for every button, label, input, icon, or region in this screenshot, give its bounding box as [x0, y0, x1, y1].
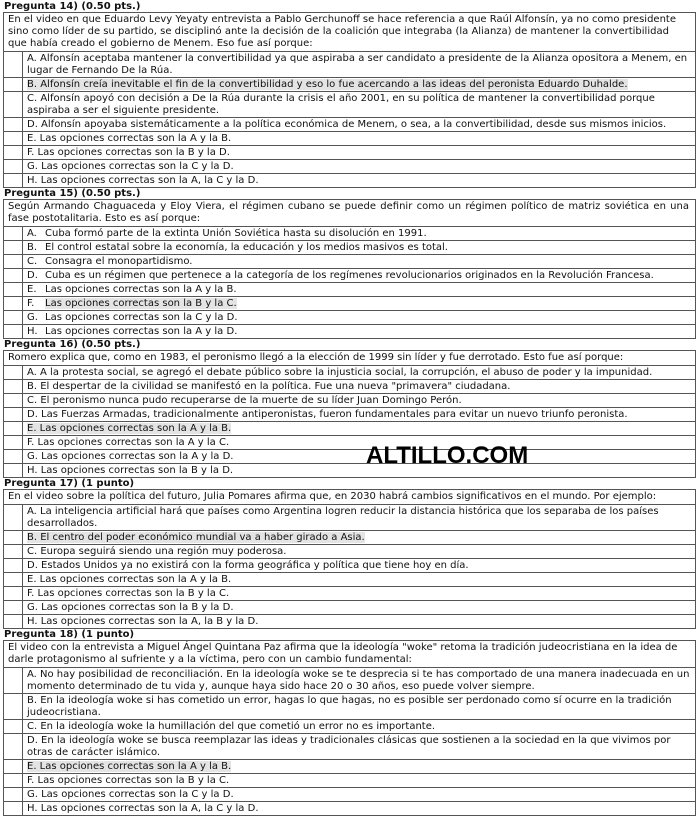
option-row[interactable] [4, 160, 695, 174]
option-letter: D. [27, 270, 38, 281]
option-text: G. Las opciones correctas son la A y la D. [27, 451, 234, 462]
option-text-selected: B. Alfonsín creía inevitable el fin de la convertibilidad y eso lo fue acercando a las ideas del peronista Eduardo Duhalde. [27, 79, 628, 90]
option-row[interactable] [4, 311, 695, 325]
option-row[interactable] [4, 505, 695, 531]
option-text-selected: B. El centro del poder económico mundial va a haber girado a Asia. [27, 532, 365, 543]
option-text: G. Las opciones correctas son la B y la D. [27, 602, 234, 613]
option-row[interactable] [4, 774, 695, 788]
option-row[interactable] [4, 615, 695, 628]
watermark-text: ALTILLO.COM [366, 442, 529, 469]
option-row[interactable] [4, 694, 695, 720]
question-header: Pregunta 15) (0.50 pts.) [4, 188, 141, 199]
option-text: A. No hay posibilidad de reconciliación. En la ideología woke se te desprecia si te has comportado de una manera inadecuada en un momento determinado de tu vida y, aunque haya sido hace 20 o 30 años, eso puede volver siempre. [27, 669, 690, 692]
question-header: Pregunta 17) (1 punto) [4, 478, 135, 489]
option-text: F. Las opciones correctas son la B y la C. [27, 588, 230, 599]
option-row[interactable] [4, 422, 695, 436]
option-text: B. El despertar de la civilidad se manifestó en la política. Fue una nueva "primavera" ciudadana. [27, 381, 511, 392]
question-box [3, 489, 696, 629]
option-row[interactable] [4, 802, 695, 815]
question-text: Según Armando Chaguaceda y Eloy Viera, el régimen cubano se puede definir como un régimen político de matriz soviética en una fase postotalitaria. Esto es así porque: [4, 200, 695, 227]
option-row[interactable] [4, 92, 695, 118]
option-text: E. Las opciones correctas son la A y la B. [27, 133, 232, 144]
option-letter: C. [27, 256, 38, 267]
option-text: Las opciones correctas son la C y la D. [45, 312, 238, 323]
question-18 [3, 629, 696, 816]
option-text: H. Las opciones correctas son la B y la D. [27, 465, 234, 476]
option-text: H. Las opciones correctas son la A, la C y la D. [27, 175, 259, 186]
option-row[interactable] [4, 545, 695, 559]
option-row[interactable] [4, 78, 695, 92]
question-text: En el video sobre la política del futuro, Julia Pomares afirma que, en 2030 habrá cambios significativos en el mundo. Por ejemplo: [4, 490, 695, 505]
question-box [3, 640, 696, 816]
option-text-selected: E. Las opciones correctas son la A y la B. [27, 761, 232, 772]
option-text: F. Las opciones correctas son la A y la C. [27, 437, 230, 448]
option-text: Las opciones correctas son la A y la B. [45, 284, 237, 295]
option-text: G. Las opciones correctas son la C y la D. [27, 789, 234, 800]
question-15 [3, 188, 696, 339]
question-box [3, 350, 696, 478]
option-text: C. El peronismo nunca pudo recuperarse de la muerte de su líder Juan Domingo Perón. [27, 395, 462, 406]
question-text: Romero explica que, como en 1983, el peronismo llegó a la elección de 1999 sin líder y fue derrotado. Esto fue así porque: [4, 351, 695, 366]
option-row[interactable] [4, 241, 695, 255]
option-row[interactable] [4, 118, 695, 132]
question-box [3, 12, 696, 188]
exam-document [3, 1, 696, 816]
option-row[interactable] [4, 408, 695, 422]
option-row[interactable] [4, 52, 695, 78]
option-text: E. Las opciones correctas son la A y la B. [27, 574, 232, 585]
option-row[interactable] [4, 573, 695, 587]
option-text: Cuba es un régimen que pertenece a la categoría de los regímenes revolucionarios originados en la Revolución Francesa. [45, 270, 654, 281]
option-row[interactable] [4, 325, 695, 338]
option-row[interactable] [4, 587, 695, 601]
option-letter: B. [27, 242, 38, 253]
option-row[interactable] [4, 464, 695, 477]
option-text: Las opciones correctas son la A y la D. [45, 326, 238, 337]
question-16 [3, 339, 696, 478]
option-text: C. Europa seguirá siendo una región muy poderosa. [27, 546, 287, 557]
option-letter: G. [27, 312, 38, 323]
option-text: D. Estados Unidos ya no existirá con la forma geográfica y política que tiene hoy en día. [27, 560, 469, 571]
option-text: G. Las opciones correctas son la C y la D. [27, 161, 234, 172]
option-row[interactable] [4, 436, 695, 450]
option-letter: A. [27, 228, 37, 239]
option-text: D. Alfonsín apoyaba sistemáticamente a la política económica de Menem, o sea, a la convertibilidad, desde sus mismos inicios. [27, 119, 667, 130]
option-text: A. La inteligencia artificial hará que países como Argentina logren reducir la distancia histórica que los separaba de los países desarrollados. [27, 506, 659, 529]
option-text: Consagra el monopartidismo. [45, 256, 193, 267]
option-text: C. Alfonsín apoyó con decisión a De la Rúa durante la crisis el año 2001, en su política de mantener la convertibilidad porque aspiraba a ser el siguiente presidente. [27, 93, 655, 116]
option-row[interactable] [4, 734, 695, 760]
option-row[interactable] [4, 283, 695, 297]
option-text: F. Las opciones correctas son la B y la C. [27, 775, 230, 786]
option-text: D. Las Fuerzas Armadas, tradicionalmente antiperonistas, fueron fundamentales para evitar un nuevo triunfo peronista. [27, 409, 628, 420]
option-row[interactable] [4, 297, 695, 311]
option-row[interactable] [4, 269, 695, 283]
question-text: El video con la entrevista a Miguel Ángel Quintana Paz afirma que la ideología "woke" retoma la tradición judeocristiana en la idea de darle protagonismo al sufriente y a la víctima, pero con un cambio fundamental: [4, 641, 695, 668]
option-text: C. En la ideología woke la humillación del que cometió un error no es importante. [27, 721, 436, 732]
option-text-selected: Las opciones correctas son la B y la C. [45, 298, 237, 309]
option-text: A. A la protesta social, se agregó el debate público sobre la injusticia social, la corrupción, el abuso de poder y la impunidad. [27, 367, 653, 378]
question-text: En el video en que Eduardo Levy Yeyaty entrevista a Pablo Gerchunoff se hace referencia a que Raúl Alfonsín, ya no como presidente sino como líder de su partido, se disciplinó ante la decisión de la coalición que integraba (la Alianza) de mantener la convertibilidad que había creado el gobierno de Menem. Eso fue así porque: [4, 13, 695, 52]
option-row[interactable] [4, 132, 695, 146]
option-row[interactable] [4, 601, 695, 615]
option-text: El control estatal sobre la economía, la educación y los medios masivos es total. [45, 242, 448, 253]
question-header: Pregunta 18) (1 punto) [4, 629, 135, 640]
question-header: Pregunta 14) (0.50 pts.) [4, 1, 141, 12]
option-row[interactable] [4, 788, 695, 802]
question-header: Pregunta 16) (0.50 pts.) [4, 339, 141, 350]
option-row[interactable] [4, 668, 695, 694]
option-text: F. Las opciones correctas son la B y la D. [27, 147, 230, 158]
option-text: Cuba formó parte de la extinta Unión Soviética hasta su disolución en 1991. [45, 228, 427, 239]
option-letter: H. [27, 326, 38, 337]
option-row[interactable] [4, 394, 695, 408]
question-box [3, 199, 696, 339]
option-text: H. Las opciones correctas son la A, la B y la D. [27, 616, 259, 627]
option-row[interactable] [4, 174, 695, 187]
option-text-selected: E. Las opciones correctas son la A y la B. [27, 423, 232, 434]
option-row[interactable] [4, 366, 695, 380]
option-row[interactable] [4, 146, 695, 160]
option-text: A. Alfonsín aceptaba mantener la convertibilidad ya que aspiraba a ser candidato a presidente de la Alianza opositora a Menem, en lugar de Fernando De la Rúa. [27, 53, 688, 76]
question-17 [3, 478, 696, 629]
question-14 [3, 1, 696, 188]
option-text: H. Las opciones correctas son la A, la C y la D. [27, 803, 259, 814]
option-row[interactable] [4, 227, 695, 241]
option-row[interactable] [4, 380, 695, 394]
option-text: B. En la ideología woke si has cometido un error, hagas lo que hagas, no es posible ser perdonado como sí ocurre en la tradición judeocristiana. [27, 695, 672, 718]
option-letter: E. [27, 284, 37, 295]
option-row[interactable] [4, 720, 695, 734]
option-row[interactable] [4, 760, 695, 774]
option-row[interactable] [4, 559, 695, 573]
option-row[interactable] [4, 255, 695, 269]
option-row[interactable] [4, 531, 695, 545]
option-text: D. En la ideología woke se busca reemplazar las ideas y tradicionales clásicas que sostienen a la sociedad en la que vivimos por otras de carácter islámico. [27, 735, 671, 758]
option-letter: F. [27, 298, 35, 309]
